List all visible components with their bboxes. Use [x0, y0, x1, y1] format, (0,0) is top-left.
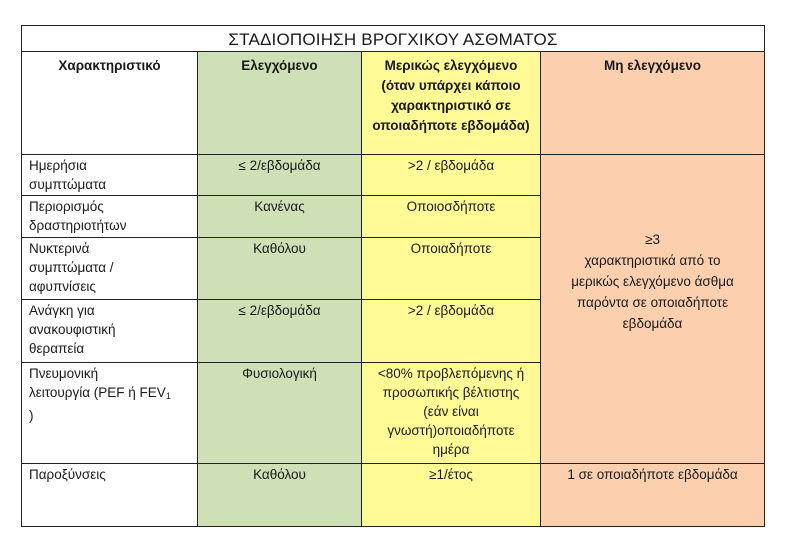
- cell-text: Κανένας: [254, 199, 305, 214]
- cell-text: ≤ 2/εβδομάδα: [238, 158, 321, 173]
- row-label-line: Ανάγκη για: [29, 303, 95, 318]
- daytime-partly: [362, 155, 541, 196]
- reliever-partly: [362, 300, 541, 363]
- header-partly-line: (όταν υπάρχει κάποιο: [381, 78, 521, 93]
- cell-text: ≤ 2/εβδομάδα: [238, 303, 321, 318]
- cell-line: ημέρα: [432, 442, 470, 457]
- row-label-subscript: 1: [165, 391, 171, 401]
- row-label-line: ): [29, 408, 34, 423]
- row-label-line: Περιορισμός: [29, 199, 104, 214]
- cell-text: >2 / εβδομάδα: [407, 303, 495, 318]
- limitation-partly: [362, 196, 541, 238]
- row-label-line: συμπτώματα /: [29, 260, 114, 275]
- exacerbations-partly: [362, 464, 541, 527]
- cell-text: Φυσιολογική: [242, 366, 317, 381]
- header-partly-line: χαρακτηριστικό σε: [391, 98, 511, 113]
- table-title-text: ΣΤΑΔΙΟΠΟΙΗΣΗ ΒΡΟΓΧΙΚΟΥ ΑΣΘΜΑΤΟΣ: [228, 29, 558, 49]
- asthma-staging-table: [21, 25, 765, 527]
- uncontrolled-merged-cell: [541, 155, 765, 464]
- row-label-reliever: [22, 300, 198, 363]
- row-label-lung-function: [22, 363, 198, 464]
- cell-text: Καθόλου: [253, 241, 306, 256]
- row-label-line: Νυκτερινά: [29, 241, 90, 256]
- header-uncontrolled: [541, 52, 765, 155]
- merged-line: εβδομάδα: [622, 315, 683, 331]
- daytime-controlled: [198, 155, 362, 196]
- cell-line: προσωπικής βέλτιστης: [382, 385, 520, 400]
- row-label-line: Παροξύνσεις: [29, 467, 106, 482]
- lung-partly: [362, 363, 541, 464]
- header-partly-line: οποιαδήποτε εβδομάδα): [372, 118, 530, 133]
- header-partly-line: Μερικώς ελεγχόμενο: [384, 58, 518, 73]
- uncontrolled-merged-text: [549, 229, 756, 334]
- cell-line: <80% προβλεπόμενης ή: [377, 366, 525, 381]
- row-label-line: συμπτώματα: [29, 177, 107, 192]
- cell-line: (εάν είναι: [423, 404, 479, 419]
- row-label-daytime: [22, 155, 198, 196]
- row-label-line: ανακουφιστική: [29, 322, 116, 337]
- merged-line: μερικώς ελεγχόμενο άσθμα: [571, 273, 734, 289]
- table-title: [22, 26, 765, 52]
- row-label-line: αφυπνίσεις: [29, 279, 96, 294]
- nocturnal-controlled: [198, 238, 362, 300]
- merged-line: χαρακτηριστικά από το: [584, 252, 721, 268]
- nocturnal-partly: [362, 238, 541, 300]
- header-uncontrolled-text: Μη ελεγχόμενο: [604, 58, 702, 73]
- cell-text: Οποιαδήποτε: [410, 241, 492, 256]
- row-label-fragment: λειτουργία (PEF ή FEV: [29, 385, 166, 400]
- header-controlled: [198, 52, 362, 155]
- cell-line: γνωστή)οποιαδήποτε: [387, 423, 515, 438]
- cell-text: >2 / εβδομάδα: [407, 158, 495, 173]
- merged-line: ≥3: [645, 231, 660, 247]
- header-partly-controlled: [362, 52, 541, 155]
- row-label-line: Πνευμονική: [29, 366, 99, 381]
- row-label-limitation: [22, 196, 198, 238]
- header-characteristic: [22, 52, 198, 155]
- lung-controlled: [198, 363, 362, 464]
- row-label-line: δραστηριοτήτων: [29, 218, 127, 233]
- exacerbations-uncontrolled: [541, 464, 765, 527]
- row-label-line: [29, 383, 197, 406]
- cell-text: 1 σε οποιαδήποτε εβδομάδα: [567, 467, 738, 482]
- cell-text: ≥1/έτος: [429, 467, 473, 482]
- merged-line: παρόντα σε οποιαδήποτε: [576, 294, 729, 310]
- limitation-controlled: [198, 196, 362, 238]
- cell-text: Οποιοσδήποτε: [406, 199, 496, 214]
- table-row: [22, 464, 765, 527]
- row-label-nocturnal: [22, 238, 198, 300]
- table-row: [22, 155, 765, 196]
- row-label-exacerbations: [22, 464, 198, 527]
- reliever-controlled: [198, 300, 362, 363]
- exacerbations-controlled: [198, 464, 362, 527]
- row-label-line: Ημερήσια: [29, 158, 87, 173]
- header-controlled-text: Ελεγχόμενο: [241, 58, 318, 73]
- row-label-line: θεραπεία: [29, 341, 85, 356]
- cell-text: Καθόλου: [253, 467, 306, 482]
- header-characteristic-text: Χαρακτηριστικό: [58, 58, 161, 73]
